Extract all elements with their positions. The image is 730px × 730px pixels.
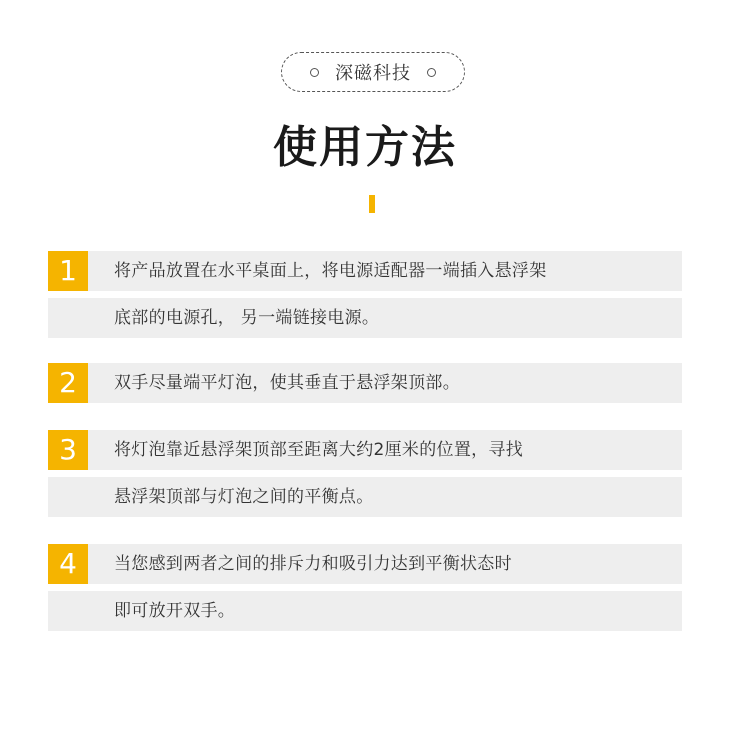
step-text-line: 将产品放置在水平桌面上，将电源适配器一端插入悬浮架 [114,261,547,281]
step-text-line: 当您感到两者之间的排斥力和吸引力达到平衡状态时 [114,554,512,574]
step-number-badge: 1 [48,251,88,291]
step-2 [48,363,682,403]
step-text-line: 双手尽量端平灯泡，使其垂直于悬浮架顶部。 [114,373,460,393]
brand-name: 深磁科技 [335,63,411,84]
step-4 [48,544,682,631]
step-number-badge: 2 [48,363,88,403]
step-text-line: 底部的电源孔， 另一端链接电源。 [114,308,380,328]
step-1 [48,251,682,338]
step-row [48,251,682,291]
step-row [48,298,682,338]
page-title: 使用方法 [273,122,457,173]
step-number-badge: 4 [48,544,88,584]
circle-left-icon [310,68,319,77]
step-number-badge: 3 [48,430,88,470]
step-text-line: 将灯泡靠近悬浮架顶部至距离大约2厘米的位置，寻找 [114,440,524,460]
title-accent-bar [369,195,375,213]
step-row [48,591,682,631]
step-3 [48,430,682,517]
step-row [48,430,682,470]
step-row [48,544,682,584]
step-row [48,477,682,517]
circle-right-icon [427,68,436,77]
step-text-line: 悬浮架顶部与灯泡之间的平衡点。 [114,487,374,507]
step-text-line: 即可放开双手。 [114,601,236,621]
brand-badge [281,52,465,92]
step-row [48,363,682,403]
